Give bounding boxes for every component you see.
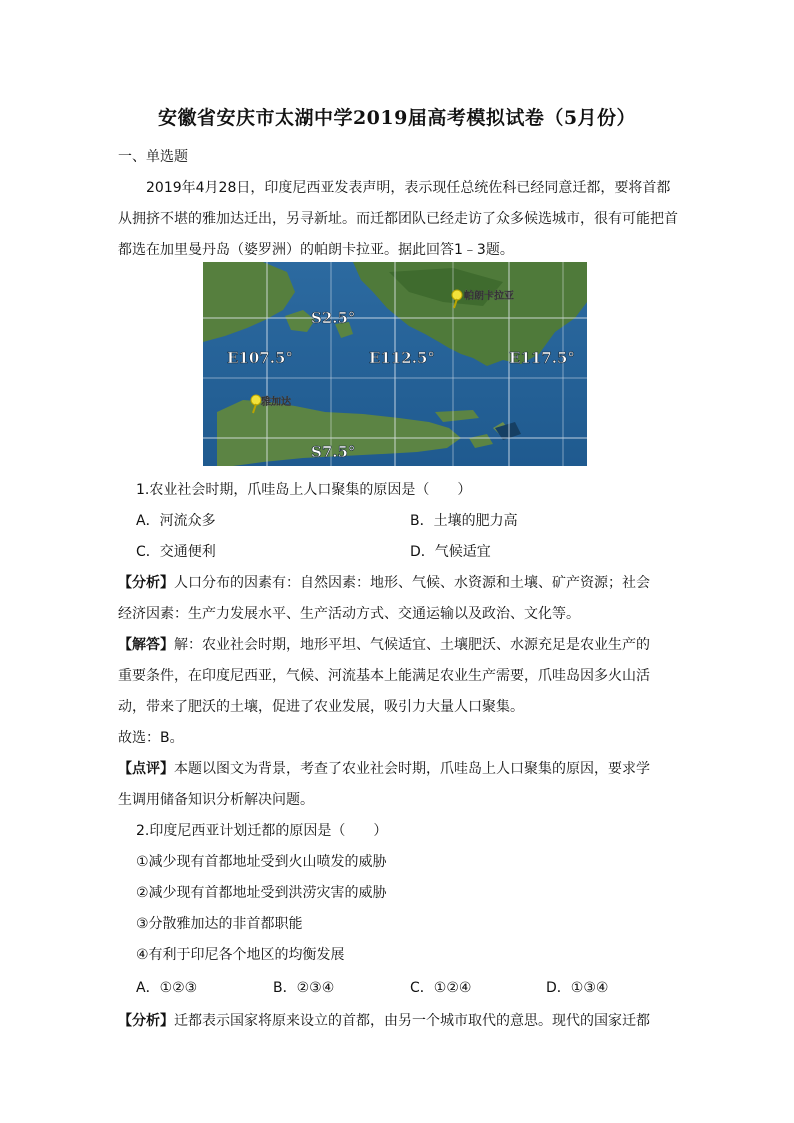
palangkaraya-label: 帕朗卡拉亚 [464, 291, 514, 302]
q1-answer-line-1 [118, 634, 678, 654]
q1-answer-line-3: 动，带来了肥沃的土壤，促进了农业发展，吸引力大量人口聚集。 [118, 699, 524, 715]
intro-line-2: 从拥挤不堪的雅加达迁出，另寻新址。而迁都团队已经走访了众多候选城市，很有可能把首 [118, 211, 678, 227]
section-heading: 一、单选题 [118, 149, 188, 165]
q2-option-b: B．②③④ [273, 980, 335, 996]
q2-option-a: A．①②③ [136, 980, 198, 996]
jakarta-label: 雅加达 [261, 397, 291, 408]
q1-comment-line-1 [118, 758, 678, 778]
q1-choice: 故选：B。 [118, 730, 184, 746]
q2-analysis-line-1 [118, 1010, 678, 1030]
q1-analysis-text-1: 人口分布的因素有：自然因素：地形、气候、水资源和土壤、矿产资源；社会 [174, 575, 650, 591]
lon-mid-label: E112.5° [369, 349, 435, 367]
q1-option-b: B．土壤的肥力高 [410, 513, 518, 529]
intro-line-3: 都选在加里曼丹岛（婆罗洲）的帕朗卡拉亚。据此回答1﹣3题。 [118, 242, 514, 258]
q1-option-a: A．河流众多 [136, 513, 216, 529]
q2-item-2: ②减少现有首都地址受到洪涝灾害的威胁 [136, 885, 387, 901]
q1-stem: 1.农业社会时期，爪哇岛上人口聚集的原因是（ ） [136, 482, 472, 498]
q2-option-d: D．①③④ [546, 980, 609, 996]
q2-item-4: ④有利于印尼各个地区的均衡发展 [136, 947, 345, 963]
q1-option-d: D．气候适宜 [410, 544, 491, 560]
q2-option-c: C．①②④ [410, 980, 472, 996]
q1-option-c: C．交通便利 [136, 544, 216, 560]
q1-analysis-tag: 【分析】 [118, 575, 174, 591]
q1-answer-tag: 【解答】 [118, 637, 174, 653]
lon-east-label: E117.5° [509, 349, 575, 367]
q2-item-1: ①减少现有首都地址受到火山喷发的威胁 [136, 854, 387, 870]
q2-item-3: ③分散雅加达的非首都职能 [136, 916, 303, 932]
q1-comment-line-2: 生调用储备知识分析解决问题。 [118, 792, 314, 808]
q1-comment-text-1: 本题以图文为背景，考查了农业社会时期，爪哇岛上人口聚集的原因，要求学 [174, 761, 650, 777]
q2-stem: 2.印度尼西亚计划迁都的原因是（ ） [136, 823, 388, 839]
intro-line-1: 2019年4月28日，印度尼西亚发表声明，表示现任总统佐科已经同意迁都，要将首都 [146, 180, 671, 196]
lat-south-label: S7.5° [311, 443, 356, 461]
q1-answer-line-2: 重要条件，在印度尼西亚，气候、河流基本上能满足农业生产需要，爪哇岛因多火山活 [118, 668, 650, 684]
q1-answer-text-1: 解：农业社会时期，地形平坦、气候适宜、土壤肥沃、水源充足是农业生产的 [174, 637, 650, 653]
q2-analysis-text-1: 迁都表示国家将原来设立的首都，由另一个城市取代的意思。现代的国家迁都 [174, 1013, 650, 1029]
q1-analysis-line-1 [118, 572, 678, 592]
lon-west-label: E107.5° [227, 349, 293, 367]
q2-analysis-tag: 【分析】 [118, 1013, 174, 1029]
satellite-map [203, 262, 587, 466]
lat-north-label: S2.5° [311, 309, 356, 327]
q1-analysis-line-2: 经济因素：生产力发展水平、生产活动方式、交通运输以及政治、文化等。 [118, 606, 580, 622]
q1-comment-tag: 【点评】 [118, 761, 174, 777]
page-title: 安徽省安庆市太湖中学2019届高考模拟试卷（5月份） [157, 107, 637, 129]
